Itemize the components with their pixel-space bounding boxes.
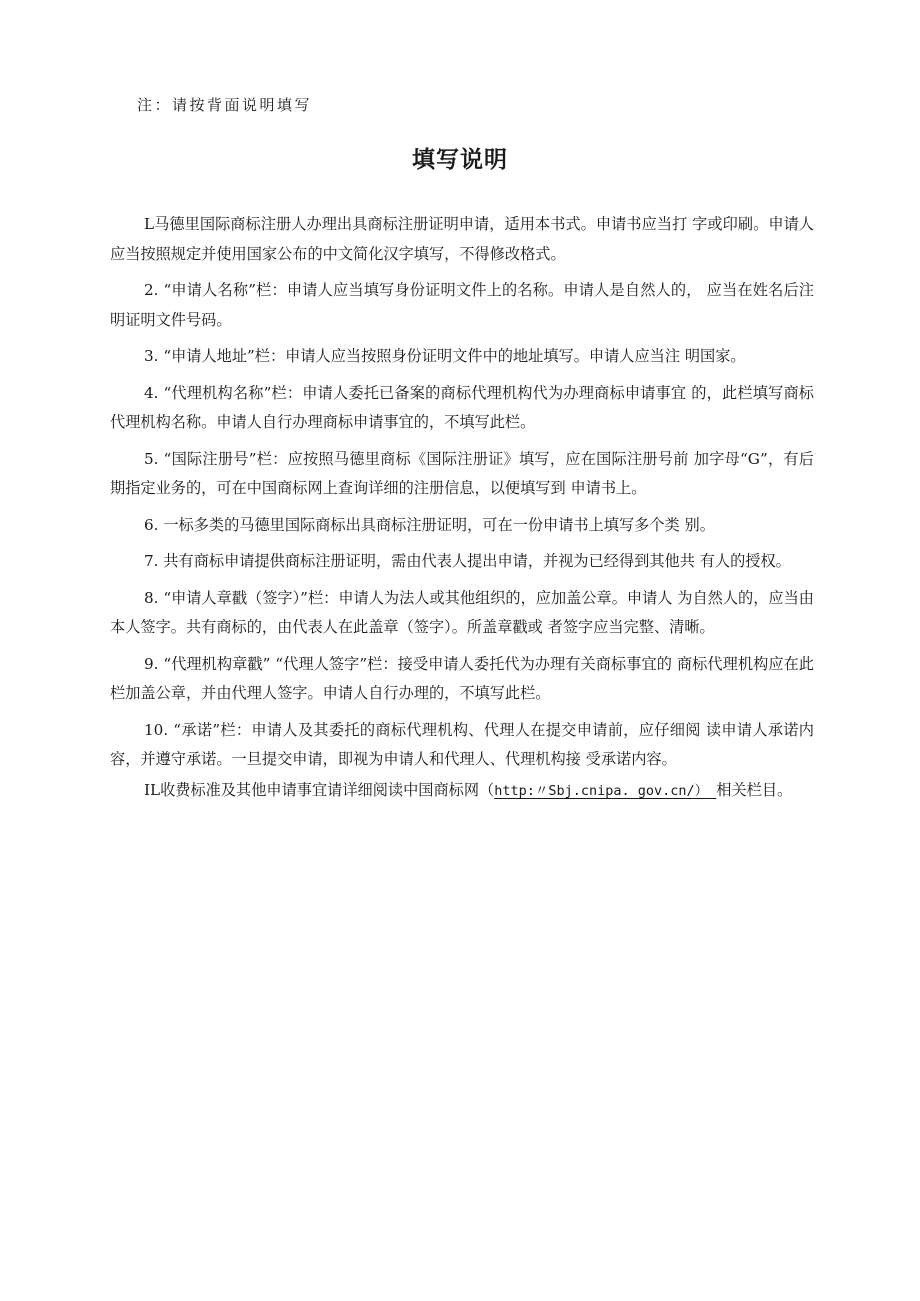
instruction-paragraph-8: 8. “申请人章戳（签字）”栏：申请人为法人或其他组织的，应加盖公章。申请人 为自然人的，应当由本人签字。共有商标的，由代表人在此盖章（签字）。所盖章戳或 者签字应当完整、清晰。 [110,588,814,636]
instruction-paragraph-3: 3. “申请人地址”栏：申请人应当按照身份证明文件中的地址填写。申请人应当注 明国家。 [144,347,746,365]
fee-text-suffix: 相关栏目。 [716,780,793,799]
page-title: 填写说明 [412,147,508,173]
instruction-paragraph-4: 4. “代理机构名称”栏：申请人委托已备案的商标代理机构代为办理商标申请事宜 的，此栏填写商标代理机构名称。申请人自行办理商标申请事宜的，不填写此栏。 [110,383,814,431]
instruction-paragraph-11 [110,776,814,807]
instruction-paragraph-6: 6. 一标多类的马德里国际商标出具商标注册证明，可在一份申请书上填写多个类 别。 [144,515,715,534]
instruction-paragraph-10: 10. “承诺”栏：申请人及其委托的商标代理机构、代理人在提交申请前，应仔细阅 读申请人承诺内容，并遵守承诺。一旦提交申请，即视为申请人和代理人、代理机构接 受承诺内容。 [110,720,814,768]
instruction-paragraph-1: L马德里国际商标注册人办理出具商标注册证明申请，适用本书式。申请书应当打 字或印刷。申请人应当按照规定并使用国家公布的中文简化汉字填写，不得修改格式。 [110,215,814,263]
instruction-paragraph-5: 5. “国际注册号”栏：应按照马德里商标《国际注册证》填写，应在国际注册号前 加字母“G”，有后期指定业务的，可在中国商标网上查询详细的注册信息，以便填写到 申请书上。 [110,449,814,497]
instructions-body [110,210,814,806]
instruction-paragraph-7: 7. 共有商标申请提供商标注册证明，需由代表人提出申请，并视为已经得到其他共 有人的授权。 [144,552,791,570]
trademark-website-link[interactable]: http:〃Sbj.cnipa. gov.cn/） [494,782,717,799]
fee-text-prefix: IL收费标准及其他申请事宜请详细阅读中国商标网（ [144,780,495,799]
instruction-paragraph-9: 9. “代理机构章戳” “代理人签字”栏：接受申请人委托代为办理有关商标事宜的 商标代理机构应在此栏加盖公章，并由代理人签字。申请人自行办理的，不填写此栏。 [110,654,814,702]
instruction-paragraph-2: 2. “申请人名称”栏：申请人应当填写身份证明文件上的名称。申请人是自然人的， 应当在姓名后注明证明文件号码。 [110,281,814,329]
fill-note: 注：请按背面说明填写 [137,96,313,114]
